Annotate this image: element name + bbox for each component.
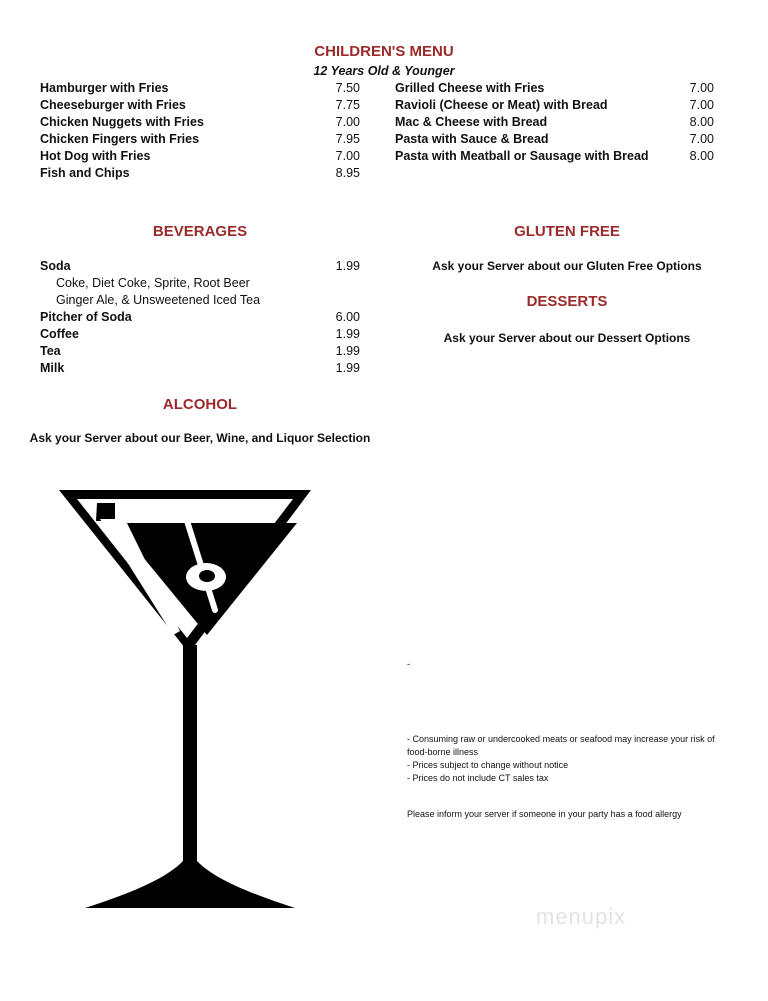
footnote-line: - Prices do not include CT sales tax bbox=[407, 773, 549, 783]
menu-item: Ravioli (Cheese or Meat) with Bread 7.00 bbox=[395, 98, 714, 112]
menu-item: Hamburger with Fries 7.50 bbox=[40, 81, 360, 95]
menu-item: Pitcher of Soda 6.00 bbox=[40, 310, 360, 324]
beverages-list bbox=[40, 258, 360, 377]
menu-item: Fish and Chips 8.95 bbox=[40, 166, 360, 180]
childrens-menu-title: CHILDREN'S MENU bbox=[314, 43, 454, 60]
desserts-title: DESSERTS bbox=[526, 293, 608, 310]
menu-item: Chicken Fingers with Fries 7.95 bbox=[40, 132, 360, 146]
allergy-note: Please inform your server if someone in your party has a food allergy bbox=[407, 809, 682, 819]
menu-item: Grilled Cheese with Fries 7.00 bbox=[395, 81, 714, 95]
menu-item: Milk 1.99 bbox=[40, 361, 360, 375]
footnote-line: - Prices subject to change without notice bbox=[407, 760, 569, 770]
footnote-line: food-borne illness bbox=[407, 747, 479, 757]
childrens-left-list bbox=[40, 80, 360, 182]
childrens-right-list bbox=[395, 80, 714, 165]
menu-item: Hot Dog with Fries 7.00 bbox=[40, 149, 360, 163]
martini-glass-icon bbox=[55, 485, 315, 915]
beverages-title: BEVERAGES bbox=[152, 223, 248, 240]
menu-item: Pasta with Meatball or Sausage with Bread 8.00 bbox=[395, 149, 714, 163]
menu-item: Cheeseburger with Fries 7.75 bbox=[40, 98, 360, 112]
alcohol-note: Ask your Server about our Beer, Wine, and Liquor Selection bbox=[29, 431, 371, 445]
menu-item: Soda 1.99 bbox=[40, 259, 360, 273]
watermark-logo: menupix bbox=[536, 904, 627, 929]
soda-options: Coke, Diet Coke, Sprite, Root Beer bbox=[56, 276, 250, 290]
childrens-menu-subtitle: 12 Years Old & Younger bbox=[313, 64, 455, 78]
alcohol-title: ALCOHOL bbox=[162, 396, 238, 413]
soda-options: Ginger Ale, & Unsweetened Iced Tea bbox=[56, 293, 261, 307]
footnote-line: - Consuming raw or undercooked meats or seafood may increase your risk of bbox=[407, 734, 715, 744]
gluten-free-note: Ask your Server about our Gluten Free Options bbox=[432, 259, 702, 273]
menu-item: Pasta with Sauce & Bread 7.00 bbox=[395, 132, 714, 146]
menu-item: Coffee 1.99 bbox=[40, 327, 360, 341]
gluten-free-title: GLUTEN FREE bbox=[514, 223, 620, 240]
menu-item: Chicken Nuggets with Fries 7.00 bbox=[40, 115, 360, 129]
menu-item: Mac & Cheese with Bread 8.00 bbox=[395, 115, 714, 129]
desserts-note: Ask your Server about our Dessert Options bbox=[443, 331, 691, 345]
footnotes bbox=[407, 733, 747, 785]
menu-item: Tea 1.99 bbox=[40, 344, 360, 358]
footnote-dash: - bbox=[407, 659, 410, 669]
